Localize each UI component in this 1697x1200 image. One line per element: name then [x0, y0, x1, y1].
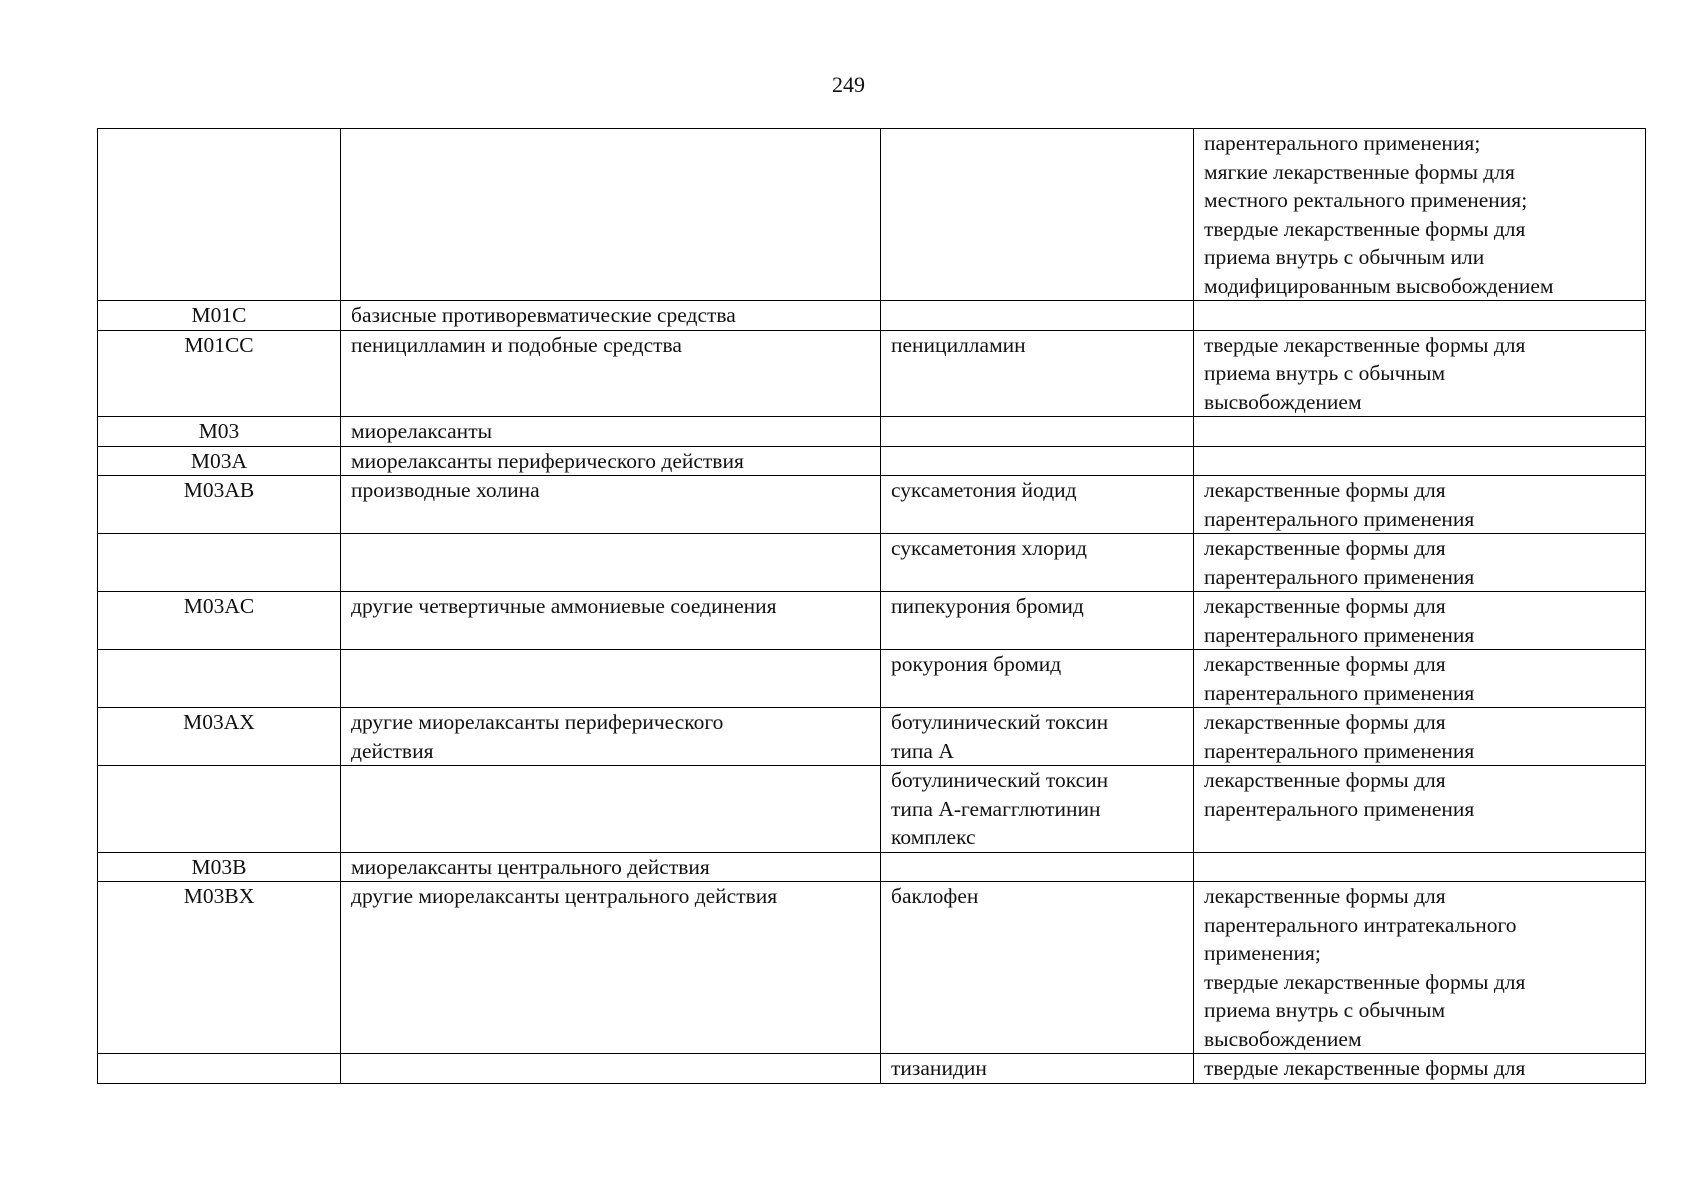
table-row	[98, 1054, 1646, 1084]
atc-code-cell: M01CC	[98, 330, 341, 417]
table-row	[98, 476, 1646, 534]
atc-code-cell	[98, 650, 341, 708]
substance-cell: ботулинический токсин типа A	[881, 708, 1194, 766]
anatomical-group-cell	[341, 766, 881, 853]
dosage-form-cell: парентерального применения; мягкие лекарственные формы для местного ректального применения; твердые лекарственные формы для приема внутрь с обычным или модифицированным высвобождением	[1194, 129, 1646, 301]
table-row	[98, 330, 1646, 417]
anatomical-group-cell	[341, 534, 881, 592]
anatomical-group-cell: другие четвертичные аммониевые соединения	[341, 592, 881, 650]
table-row	[98, 882, 1646, 1054]
dosage-form-cell: лекарственные формы для парентерального применения	[1194, 534, 1646, 592]
dosage-form-cell: лекарственные формы для парентерального интратекального применения; твердые лекарственные формы для приема внутрь с обычным высвобождением	[1194, 882, 1646, 1054]
atc-code-cell: M03B	[98, 852, 341, 882]
anatomical-group-cell	[341, 650, 881, 708]
atc-code-cell: M03AC	[98, 592, 341, 650]
substance-cell	[881, 417, 1194, 447]
table-row	[98, 592, 1646, 650]
anatomical-group-cell	[341, 1054, 881, 1084]
atc-code-cell: M01C	[98, 301, 341, 331]
anatomical-group-cell: производные холина	[341, 476, 881, 534]
dosage-form-cell: лекарственные формы для парентерального применения	[1194, 476, 1646, 534]
anatomical-group-cell: другие миорелаксанты центрального действия	[341, 882, 881, 1054]
dosage-form-cell: лекарственные формы для парентерального применения	[1194, 708, 1646, 766]
atc-code-cell	[98, 534, 341, 592]
dosage-form-cell	[1194, 852, 1646, 882]
atc-code-cell	[98, 1054, 341, 1084]
atc-code-cell	[98, 766, 341, 853]
dosage-form-cell: лекарственные формы для парентерального применения	[1194, 592, 1646, 650]
table-body	[98, 129, 1646, 1084]
table-row	[98, 650, 1646, 708]
substance-cell	[881, 301, 1194, 331]
anatomical-group-cell	[341, 129, 881, 301]
atc-code-cell	[98, 129, 341, 301]
substance-cell: баклофен	[881, 882, 1194, 1054]
atc-code-cell: M03AX	[98, 708, 341, 766]
page-number: 249	[832, 72, 865, 97]
substance-cell: суксаметония хлорид	[881, 534, 1194, 592]
substance-cell	[881, 446, 1194, 476]
table-row	[98, 417, 1646, 447]
dosage-form-cell: лекарственные формы для парентерального применения	[1194, 766, 1646, 853]
table-row	[98, 534, 1646, 592]
substance-cell	[881, 129, 1194, 301]
atc-code-cell: M03A	[98, 446, 341, 476]
table-row	[98, 852, 1646, 882]
substance-cell: тизанидин	[881, 1054, 1194, 1084]
anatomical-group-cell: миорелаксанты центрального действия	[341, 852, 881, 882]
anatomical-group-cell: миорелаксанты	[341, 417, 881, 447]
table-row	[98, 301, 1646, 331]
anatomical-group-cell: другие миорелаксанты периферического действия	[341, 708, 881, 766]
table-row	[98, 708, 1646, 766]
table-row	[98, 766, 1646, 853]
dosage-form-cell	[1194, 301, 1646, 331]
substance-cell: пеницилламин	[881, 330, 1194, 417]
substance-cell: рокурония бромид	[881, 650, 1194, 708]
substance-cell: суксаметония йодид	[881, 476, 1194, 534]
atc-code-cell: M03AB	[98, 476, 341, 534]
substance-cell	[881, 852, 1194, 882]
table-row	[98, 446, 1646, 476]
anatomical-group-cell: миорелаксанты периферического действия	[341, 446, 881, 476]
atc-code-cell: M03BX	[98, 882, 341, 1054]
substance-cell: ботулинический токсин типа A-гемагглютинин комплекс	[881, 766, 1194, 853]
dosage-form-cell: твердые лекарственные формы для приема внутрь с обычным высвобождением	[1194, 330, 1646, 417]
dosage-form-cell: лекарственные формы для парентерального применения	[1194, 650, 1646, 708]
dosage-form-cell: твердые лекарственные формы для	[1194, 1054, 1646, 1084]
anatomical-group-cell: пеницилламин и подобные средства	[341, 330, 881, 417]
dosage-form-cell	[1194, 446, 1646, 476]
atc-code-cell: M03	[98, 417, 341, 447]
substance-cell: пипекурония бромид	[881, 592, 1194, 650]
anatomical-group-cell: базисные противоревматические средства	[341, 301, 881, 331]
table-row	[98, 129, 1646, 301]
drug-table	[97, 128, 1646, 1084]
dosage-form-cell	[1194, 417, 1646, 447]
